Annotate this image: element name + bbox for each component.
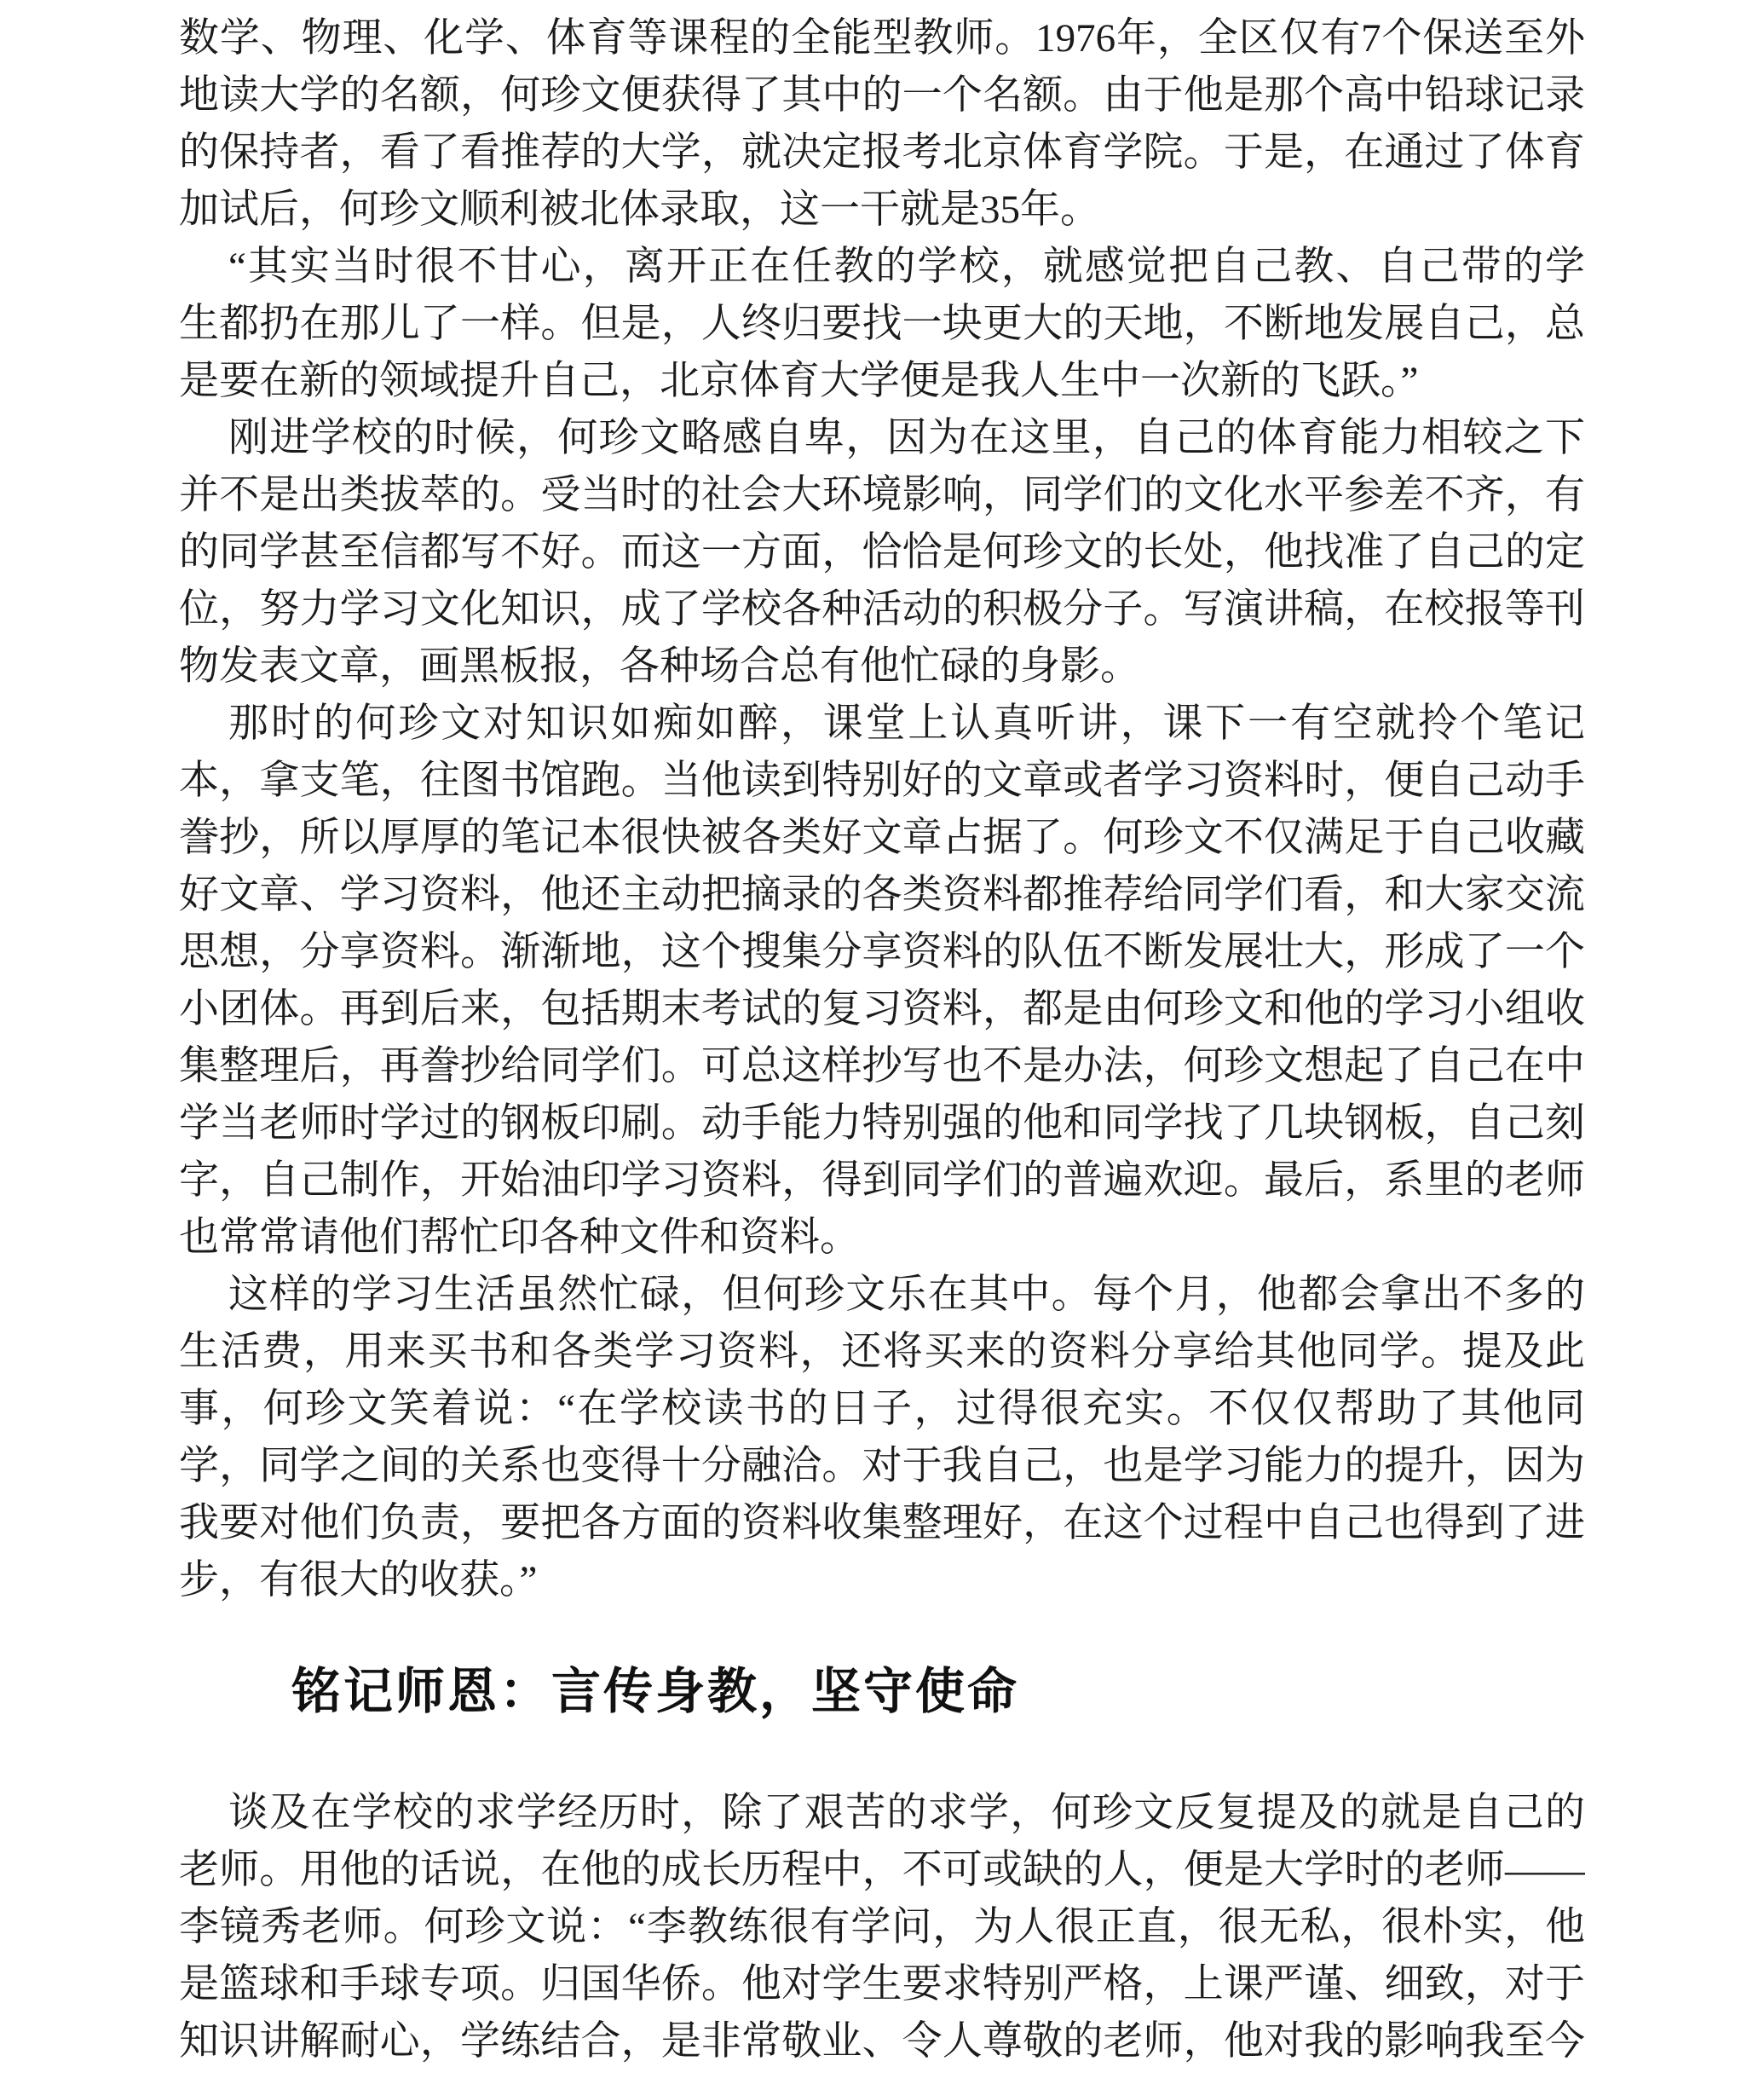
text-line: 好文章、学习资料，他还主动把摘录的各类资料都推荐给同学们看，和大家交流 bbox=[179, 873, 1585, 917]
text-line: 学，同学之间的关系也变得十分融洽。对于我自己，也是学习能力的提升，因为 bbox=[179, 1444, 1585, 1488]
text-line: 加试后，何珍文顺利被北体录取，这一干就是35年。 bbox=[179, 188, 1100, 232]
text-line: 的保持者，看了看推荐的大学，就决定报考北京体育学院。于是，在通过了体育 bbox=[179, 130, 1585, 175]
text-line: 刚进学校的时候，何珍文略感自卑，因为在这里，自己的体育能力相较之下 bbox=[228, 416, 1585, 460]
text-line: 誊抄，所以厚厚的笔记本很快被各类好文章占据了。何珍文不仅满足于自己收藏 bbox=[179, 816, 1585, 860]
text-line: 物发表文章，画黑板报，各种场合总有他忙碌的身影。 bbox=[179, 644, 1140, 689]
text-line: 位，努力学习文化知识，成了学校各种活动的积极分子。写演讲稿，在校报等刊 bbox=[179, 587, 1585, 632]
text-line: 字，自己制作，开始油印学习资料，得到同学们的普遍欢迎。最后，系里的老师 bbox=[179, 1158, 1585, 1203]
section-heading: 铭记师恩：言传身教，坚守使命 bbox=[291, 1664, 1020, 1719]
paragraph bbox=[179, 1785, 1585, 2070]
paragraph bbox=[179, 239, 1585, 410]
text-line: 是篮球和手球专项。归国华侨。他对学生要求特别严格，上课严谨、细致，对于 bbox=[179, 1962, 1585, 2006]
text-line: 也常常请他们帮忙印各种文件和资料。 bbox=[179, 1215, 860, 1260]
text-line: 小团体。再到后来，包括期末考试的复习资料，都是由何珍文和他的学习小组收 bbox=[179, 987, 1585, 1031]
text-line: 的同学甚至信都写不好。而这一方面，恰恰是何珍文的长处，他找准了自己的定 bbox=[179, 530, 1585, 574]
text-line: 步，有很大的收获。” bbox=[179, 1558, 538, 1602]
text-line: 生都扔在那儿了一样。但是，人终归要找一块更大的天地，不断地发展自己，总 bbox=[179, 302, 1585, 346]
text-line: 那时的何珍文对知识如痴如醉，课堂上认真听讲，课下一有空就拎个笔记 bbox=[228, 701, 1585, 746]
text-line: 事，何珍文笑着说：“在学校读书的日子，过得很充实。不仅仅帮助了其他同 bbox=[179, 1387, 1585, 1431]
text-line: 我要对他们负责，要把各方面的资料收集整理好，在这个过程中自己也得到了进 bbox=[179, 1501, 1585, 1545]
article-text-column bbox=[179, 10, 1585, 2070]
text-line: 思想，分享资料。渐渐地，这个搜集分享资料的队伍不断发展壮大，形成了一个 bbox=[179, 930, 1585, 974]
text-line: 谈及在学校的求学经历时，除了艰苦的求学，何珍文反复提及的就是自己的 bbox=[228, 1791, 1585, 1835]
text-line: 知识讲解耐心，学练结合，是非常敬业、令人尊敬的老师，他对我的影响我至今 bbox=[179, 2019, 1585, 2064]
text-line: 地读大学的名额，何珍文便获得了其中的一个名额。由于他是那个高中铅球记录 bbox=[179, 73, 1585, 118]
text-line: 生活费，用来买书和各类学习资料，还将买来的资料分享给其他同学。提及此 bbox=[179, 1330, 1585, 1374]
text-line: “其实当时很不甘心，离开正在任教的学校，就感觉把自己教、自己带的学 bbox=[228, 245, 1585, 289]
text-line: 本，拿支笔，往图书馆跑。当他读到特别好的文章或者学习资料时，便自己动手 bbox=[179, 759, 1585, 803]
paragraph bbox=[179, 1267, 1585, 1609]
text-line: 老师。用他的话说，在他的成长历程中，不可或缺的人，便是大学时的老师—— bbox=[179, 1848, 1585, 1892]
text-line: 集整理后，再誊抄给同学们。可总这样抄写也不是办法，何珍文想起了自己在中 bbox=[179, 1044, 1585, 1088]
text-line: 这样的学习生活虽然忙碌，但何珍文乐在其中。每个月，他都会拿出不多的 bbox=[228, 1273, 1585, 1317]
paragraph bbox=[179, 696, 1585, 1267]
paragraph bbox=[179, 410, 1585, 696]
text-line: 并不是出类拔萃的。受当时的社会大环境影响，同学们的文化水平参差不齐，有 bbox=[179, 473, 1585, 517]
text-line: 是要在新的领域提升自己，北京体育大学便是我人生中一次新的飞跃。” bbox=[179, 359, 1419, 403]
text-line: 李镜秀老师。何珍文说：“李教练很有学问，为人很正直，很无私，很朴实，他 bbox=[179, 1905, 1585, 1949]
text-line: 学当老师时学过的钢板印刷。动手能力特别强的他和同学找了几块钢板，自己刻 bbox=[179, 1101, 1585, 1146]
paragraph bbox=[179, 10, 1585, 239]
text-line: 数学、物理、化学、体育等课程的全能型教师。1976年，全区仅有7个保送至外 bbox=[179, 16, 1585, 61]
